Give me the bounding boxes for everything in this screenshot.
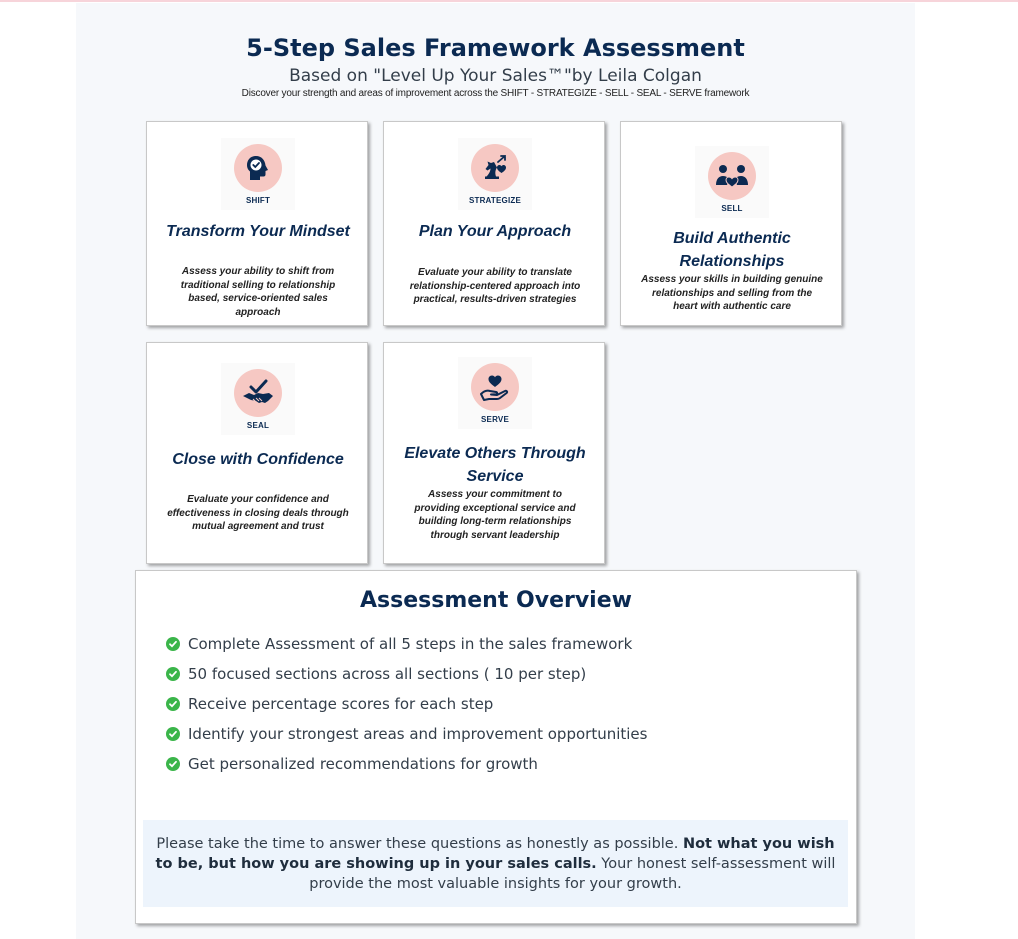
step-icon-box [221, 138, 295, 210]
overview-item [166, 749, 647, 779]
overview-item-text: Identify your strongest areas and improvement opportunities [188, 725, 648, 743]
step-card-title: Elevate Others Through Service [404, 445, 586, 485]
people-heart-icon [708, 152, 756, 200]
page-title: 5-Step Sales Framework Assessment [246, 34, 745, 62]
check-circle-icon [166, 637, 180, 651]
step-card-serve [383, 342, 605, 564]
step-icon-label: SELL [721, 204, 743, 213]
step-icon-box [695, 146, 769, 218]
assessment-page [76, 3, 915, 939]
overview-title: Assessment Overview [360, 588, 632, 613]
step-icon-label: SHIFT [245, 196, 271, 205]
assessment-overview [135, 570, 857, 924]
page-subtitle: Based on "Level Up Your Sales™"by Leila Colgan [289, 66, 702, 86]
note-text-end: Your honest self-assessment will provide the most valuable insights for your growth. [309, 856, 836, 892]
overview-item-text: 50 focused sections across all sections ( 10 per step) [188, 665, 587, 683]
hand-heart-icon [471, 363, 519, 411]
overview-item [166, 629, 647, 659]
step-icon-label: SERVE [481, 415, 509, 424]
step-card-description: Assess your commitment to providing exceptional service and building long-term relationships through servant leadership [414, 489, 576, 541]
step-icon-label: SEAL [246, 421, 270, 430]
step-card-title: Transform Your Mindset [166, 223, 350, 240]
step-card-description: Assess your ability to shift from traditional selling to relationship based, service-oriented sales approach [180, 266, 336, 318]
step-icon-box [458, 138, 532, 210]
step-card-title: Close with Confidence [172, 451, 344, 468]
note-text: Please take the time to answer these questions as honestly as possible. [156, 836, 683, 852]
overview-item [166, 689, 647, 719]
step-card-seal [146, 342, 368, 564]
step-icon-box [221, 363, 295, 435]
step-card-title: Plan Your Approach [418, 223, 572, 240]
step-card-description: Evaluate your ability to translate relationship-centered approach into practical, results-driven strategies [409, 267, 581, 305]
step-card-title: Build Authentic Relationships [673, 230, 791, 270]
check-circle-icon [166, 757, 180, 771]
chess-knight-heart-icon [471, 144, 519, 192]
handshake-check-icon [234, 369, 282, 417]
step-card-sell [620, 121, 842, 326]
honesty-note [143, 820, 848, 907]
check-circle-icon [166, 727, 180, 741]
overview-item-text: Receive percentage scores for each step [188, 695, 494, 713]
step-card-description: Assess your skills in building genuine relationships and selling from the heart with authentic care [641, 274, 823, 312]
overview-item [166, 659, 647, 689]
step-card-strategize [383, 121, 605, 326]
overview-item [166, 719, 647, 749]
overview-list [166, 629, 647, 779]
step-card-shift [146, 121, 368, 326]
top-border [0, 0, 1018, 2]
step-card-description: Evaluate your confidence and effectiveness in closing deals through mutual agreement and trust [167, 494, 349, 532]
page-header [76, 33, 915, 99]
overview-item-text: Get personalized recommendations for growth [188, 755, 538, 773]
check-circle-icon [166, 697, 180, 711]
step-icon-label: STRATEGIZE [468, 196, 522, 205]
page-description: Discover your strength and areas of improvement across the SHIFT - STRATEGIZE - SELL - SEAL - SERVE framework [241, 88, 750, 99]
head-check-icon [234, 144, 282, 192]
step-icon-box [458, 357, 532, 429]
check-circle-icon [166, 667, 180, 681]
note-emphasis: Not what you wish to be, but how you are showing up in your sales calls. [155, 836, 835, 872]
overview-item-text: Complete Assessment of all 5 steps in the sales framework [188, 635, 633, 653]
